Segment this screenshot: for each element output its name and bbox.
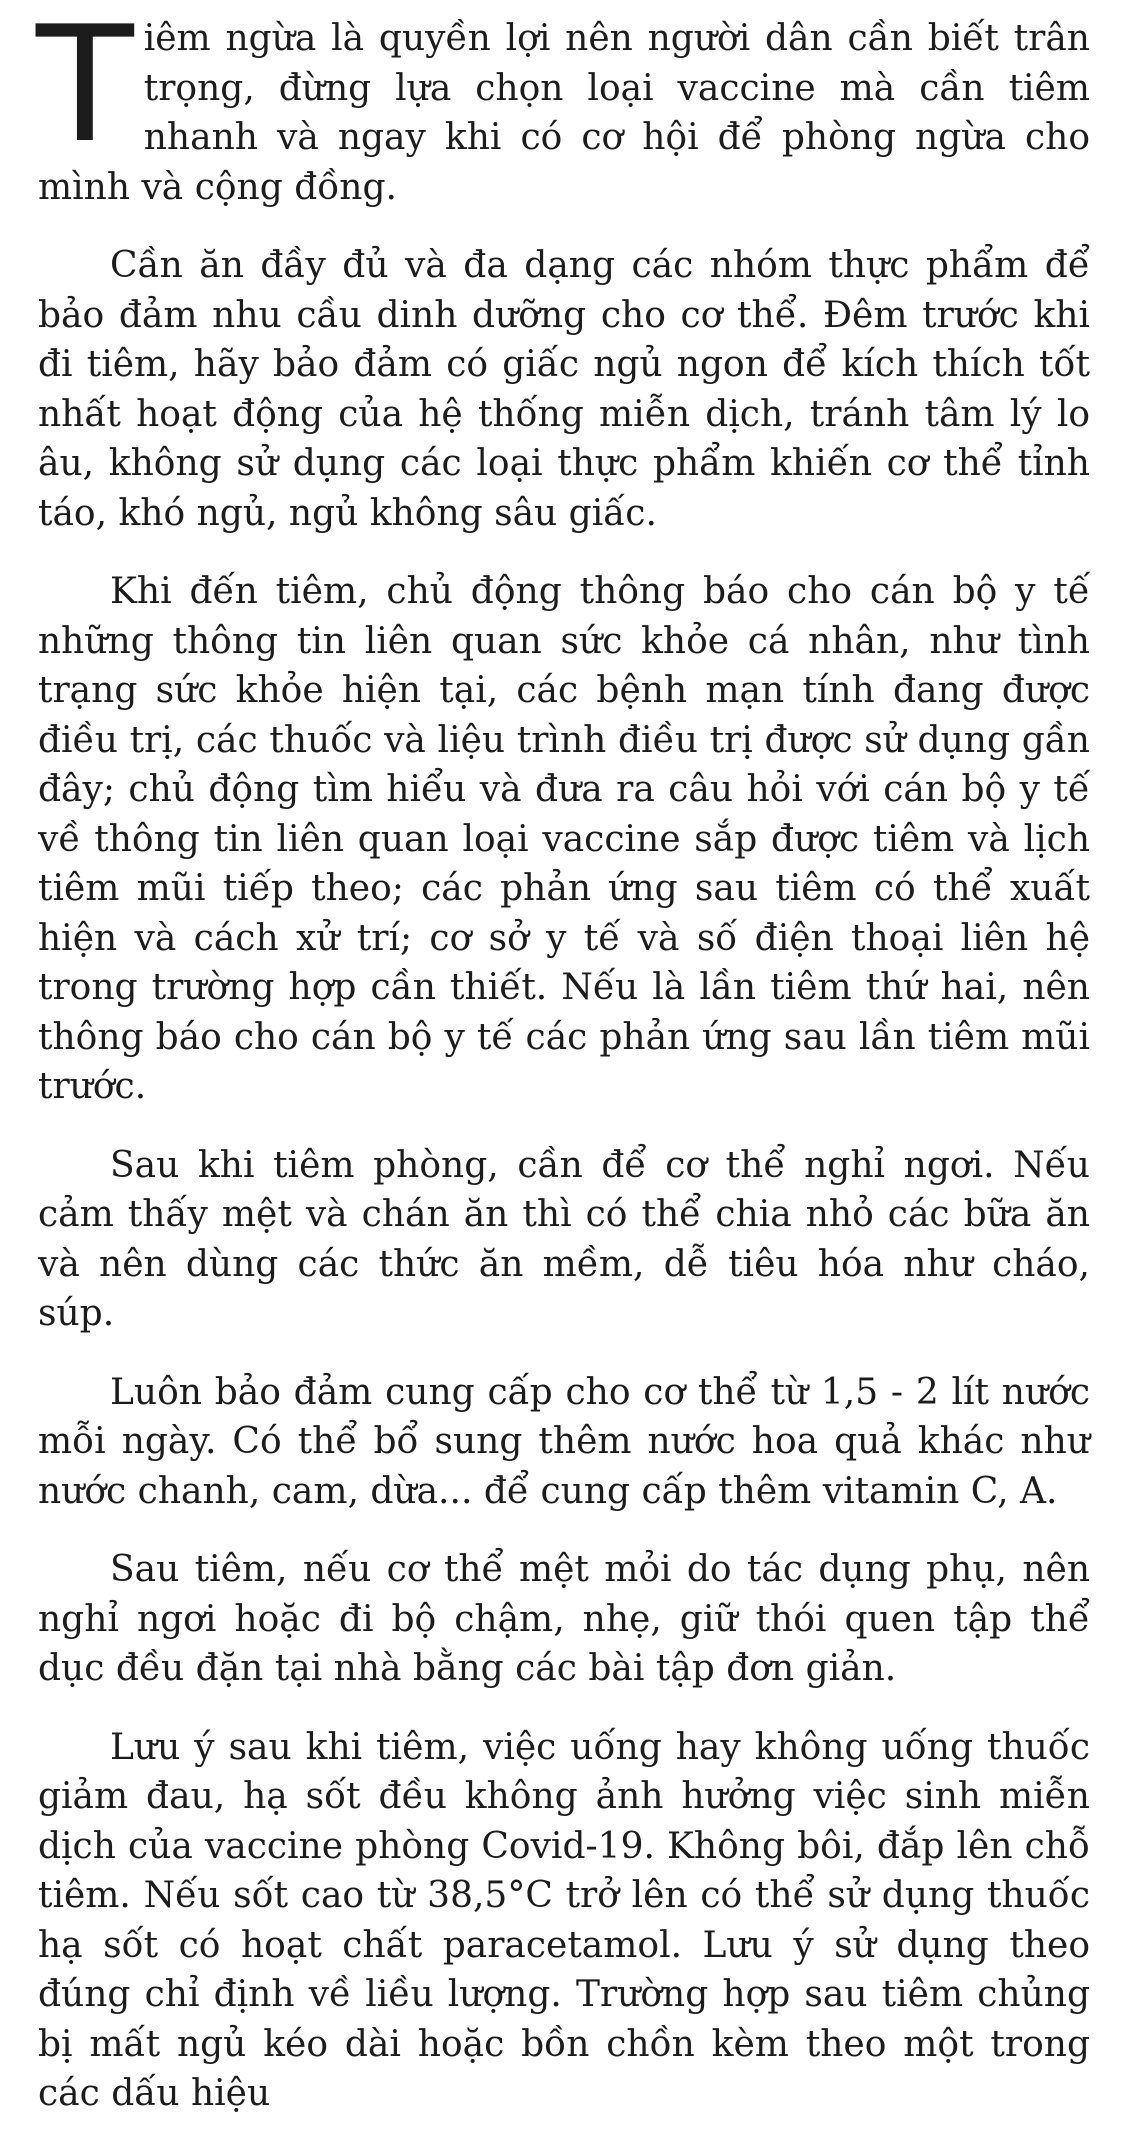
paragraph-after-vaccination-rest: Sau khi tiêm phòng, cần để cơ thể nghỉ ngơi. Nếu cảm thấy mệt và chán ăn thì có thể chia nhỏ các bữa ăn và nên dùng các thức ăn mềm, dễ tiêu hóa như cháo, súp. — [38, 1144, 1090, 1334]
paragraph-nutrition: Cần ăn đầy đủ và đa dạng các nhóm thực phẩm để bảo đảm nhu cầu dinh dưỡng cho cơ thể. Đêm trước khi đi tiêm, hãy bảo đảm có giấc ngủ ngon để kích thích tốt nhất hoạt động của hệ thống miễn dịch, tránh tâm lý lo âu, không sử dụng các loại thực phẩm khiến cơ thể tỉnh táo, khó ngủ, ngủ không sâu giấc. — [38, 245, 1090, 534]
drop-cap-letter: T — [36, 0, 134, 178]
paragraph-medication-note: Lưu ý sau khi tiêm, việc uống hay không uống thuốc giảm đau, hạ sốt đều không ảnh hưởng việc sinh miễn dịch của vaccine phòng Covid-19. Không bôi, đắp lên chỗ tiêm. Nếu sốt cao từ 38,5°C trở lên có thể sử dụng thuốc hạ sốt có hoạt chất paracetamol. Lưu ý sử dụng theo đúng chỉ định về liều lượng. Trường hợp sau tiêm chủng bị mất ngủ kéo dài hoặc bồn chồn kèm theo một trong các dấu hiệu — [38, 1726, 1090, 2114]
paragraph-exercise: Sau tiêm, nếu cơ thể mệt mỏi do tác dụng phụ, nên nghỉ ngơi hoặc đi bộ chậm, nhẹ, giữ thói quen tập thể dục đều đặn tại nhà bằng các bài tập đơn giản. — [38, 1549, 1090, 1689]
article-body — [36, 0, 1090, 2148]
paragraph-intro — [36, 0, 1090, 212]
paragraph-hydration: Luôn bảo đảm cung cấp cho cơ thể từ 1,5 - 2 lít nước mỗi ngày. Có thể bổ sung thêm nước hoa quả khác như nước chanh, cam, dừa... để cung cấp thêm vitamin C, A. — [38, 1371, 1090, 1512]
paragraph-at-vaccination: Khi đến tiêm, chủ động thông báo cho cán bộ y tế những thông tin liên quan sức khỏe cá nhân, như tình trạng sức khỏe hiện tại, các bệnh mạn tính đang được điều trị, các thuốc và liệu trình điều trị được sử dụng gần đây; chủ động tìm hiểu và đưa ra câu hỏi với cán bộ y tế về thông tin liên quan loại vaccine sắp được tiêm và lịch tiêm mũi tiếp theo; các phản ứng sau tiêm có thể xuất hiện và cách xử trí; cơ sở y tế và số điện thoại liên hệ trong trường hợp cần thiết. Nếu là lần tiêm thứ hai, nên thông báo cho cán bộ y tế các phản ứng sau lần tiêm mũi trước. — [38, 571, 1090, 1107]
paragraph-intro-text: iêm ngừa là quyền lợi nên người dân cần biết trân trọng, đừng lựa chọn loại vaccine mà cần tiêm nhanh và ngay khi có cơ hội để phòng ngừa cho mình và cộng đồng. — [38, 18, 1090, 208]
